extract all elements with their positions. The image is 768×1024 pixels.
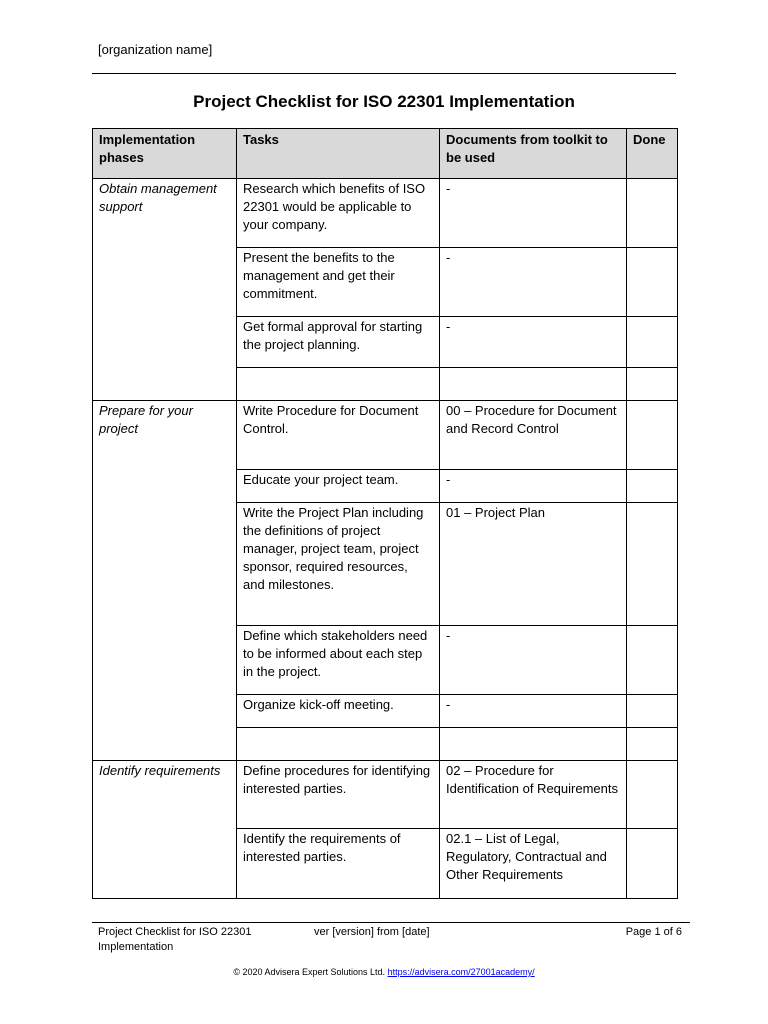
document-cell — [440, 368, 627, 401]
header-divider — [92, 73, 676, 74]
task-cell: Organize kick-off meeting. — [237, 695, 440, 728]
document-cell: 01 – Project Plan — [440, 503, 627, 626]
footer-document-title: Project Checklist for ISO 22301 Implementation — [98, 926, 252, 953]
phase-cell: Prepare for your project — [93, 401, 237, 761]
done-cell[interactable] — [627, 368, 678, 401]
header-documents: Documents from toolkit to be used — [440, 129, 627, 179]
document-cell: - — [440, 179, 627, 248]
done-cell[interactable] — [627, 470, 678, 503]
table-row — [93, 179, 678, 248]
phase-cell: Identify requirements — [93, 761, 237, 899]
footer-page-number: Page 1 of 6 — [625, 926, 682, 938]
footer-divider — [92, 922, 690, 923]
done-cell[interactable] — [627, 829, 678, 899]
done-cell[interactable] — [627, 179, 678, 248]
table-header-row — [93, 129, 678, 179]
document-cell — [440, 728, 627, 761]
done-cell[interactable] — [627, 317, 678, 368]
done-cell[interactable] — [627, 503, 678, 626]
document-cell: 00 – Procedure for Document and Record Control — [440, 401, 627, 470]
document-cell: - — [440, 626, 627, 695]
document-cell: 02.1 – List of Legal, Regulatory, Contractual and Other Requirements — [440, 829, 627, 899]
task-cell — [237, 728, 440, 761]
done-cell[interactable] — [627, 728, 678, 761]
phase-cell: Obtain management support — [93, 179, 237, 401]
done-cell[interactable] — [627, 248, 678, 317]
done-cell[interactable] — [627, 401, 678, 470]
done-cell[interactable] — [627, 695, 678, 728]
document-cell: - — [440, 317, 627, 368]
task-cell: Educate your project team. — [237, 470, 440, 503]
task-cell: Write Procedure for Document Control. — [237, 401, 440, 470]
advisera-link[interactable]: https://advisera.com/27001academy/ — [387, 967, 535, 977]
document-title: Project Checklist for ISO 22301 Implementation — [193, 92, 575, 111]
document-cell: - — [440, 470, 627, 503]
document-cell: - — [440, 695, 627, 728]
footer-version: ver [version] from [date] — [314, 926, 430, 938]
header-tasks: Tasks — [237, 129, 440, 179]
header-done: Done — [627, 129, 678, 179]
task-cell: Get formal approval for starting the project planning. — [237, 317, 440, 368]
table-row — [93, 761, 678, 829]
task-cell: Present the benefits to the management and get their commitment. — [237, 248, 440, 317]
document-cell: - — [440, 248, 627, 317]
task-cell: Define procedures for identifying interested parties. — [237, 761, 440, 829]
copyright-text: © 2020 Advisera Expert Solutions Ltd. — [233, 967, 386, 977]
task-cell: Define which stakeholders need to be informed about each step in the project. — [237, 626, 440, 695]
table-row — [93, 401, 678, 470]
organization-name: [organization name] — [98, 42, 213, 57]
task-cell — [237, 368, 440, 401]
copyright-line — [0, 967, 768, 977]
task-cell: Research which benefits of ISO 22301 would be applicable to your company. — [237, 179, 440, 248]
header-phases: Implementation phases — [93, 129, 237, 179]
document-cell: 02 – Procedure for Identification of Requirements — [440, 761, 627, 829]
done-cell[interactable] — [627, 761, 678, 829]
task-cell: Identify the requirements of interested parties. — [237, 829, 440, 899]
task-cell: Write the Project Plan including the definitions of project manager, project team, project sponsor, required resources, and milestones. — [237, 503, 440, 626]
done-cell[interactable] — [627, 626, 678, 695]
checklist-table — [92, 128, 678, 899]
